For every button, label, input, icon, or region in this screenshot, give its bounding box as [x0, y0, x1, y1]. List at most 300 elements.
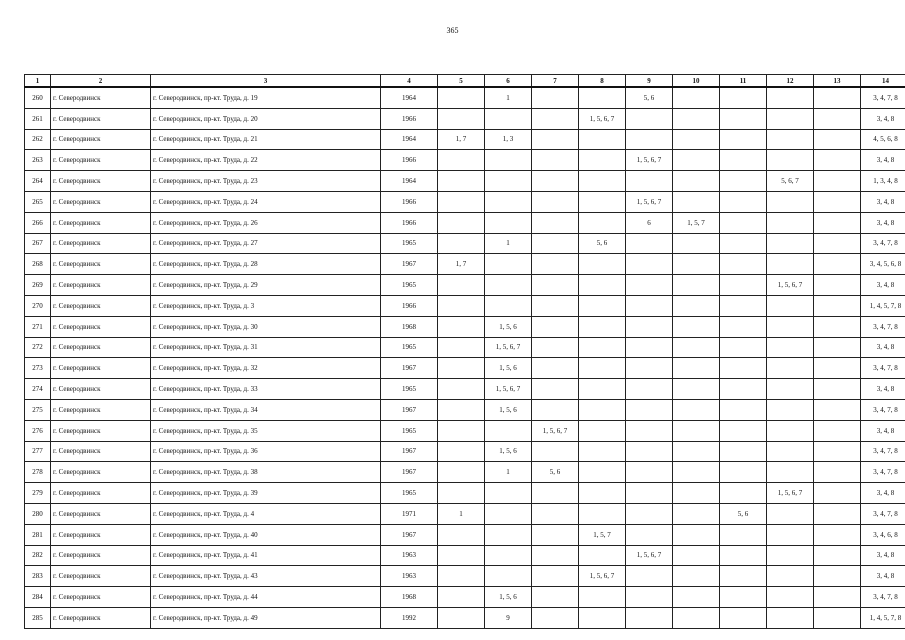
code-cell: [532, 129, 579, 150]
settlement-cell: г. Северодвинск: [51, 379, 151, 400]
address-cell: г. Северодвинск, пр-кт. Труда, д. 4: [151, 503, 381, 524]
address-cell: г. Северодвинск, пр-кт. Труда, д. 41: [151, 545, 381, 566]
table-row: [25, 607, 905, 628]
code-cell: [767, 420, 814, 441]
table-row: [25, 108, 905, 129]
address-cell: г. Северодвинск, пр-кт. Труда, д. 43: [151, 566, 381, 587]
address-cell: г. Северодвинск, пр-кт. Труда, д. 29: [151, 275, 381, 296]
code-cell: [626, 587, 673, 608]
row-number-cell: 262: [25, 129, 51, 150]
code-cell: [626, 462, 673, 483]
settlement-cell: г. Северодвинск: [51, 566, 151, 587]
code-cell: [720, 337, 767, 358]
code-cell: 1, 5, 6: [485, 441, 532, 462]
address-cell: г. Северодвинск, пр-кт. Труда, д. 19: [151, 87, 381, 108]
code-cell: [438, 399, 485, 420]
code-cell: 4, 5, 6, 8: [861, 129, 905, 150]
code-cell: 1, 5, 6, 7: [626, 150, 673, 171]
code-cell: [532, 524, 579, 545]
code-cell: [579, 379, 626, 400]
code-cell: [814, 150, 861, 171]
address-cell: г. Северодвинск, пр-кт. Труда, д. 27: [151, 233, 381, 254]
header-row: [25, 75, 905, 88]
settlement-cell: г. Северодвинск: [51, 503, 151, 524]
table-row: [25, 233, 905, 254]
column-header: 2: [51, 75, 151, 88]
address-cell: г. Северодвинск, пр-кт. Труда, д. 44: [151, 587, 381, 608]
code-cell: [532, 545, 579, 566]
row-number-cell: 269: [25, 275, 51, 296]
code-cell: [767, 545, 814, 566]
code-cell: 3, 4, 7, 8: [861, 462, 905, 483]
code-cell: 3, 4, 7, 8: [861, 358, 905, 379]
code-cell: [579, 483, 626, 504]
table-row: [25, 337, 905, 358]
construction-year-cell: 1964: [381, 87, 438, 108]
code-cell: 1, 7: [438, 254, 485, 275]
settlement-cell: г. Северодвинск: [51, 212, 151, 233]
code-cell: 1, 5, 6, 7: [626, 545, 673, 566]
address-cell: г. Северодвинск, пр-кт. Труда, д. 21: [151, 129, 381, 150]
code-cell: [767, 587, 814, 608]
code-cell: [485, 566, 532, 587]
code-cell: [673, 129, 720, 150]
address-cell: г. Северодвинск, пр-кт. Труда, д. 33: [151, 379, 381, 400]
code-cell: [626, 503, 673, 524]
code-cell: 5, 6: [532, 462, 579, 483]
code-cell: [814, 108, 861, 129]
code-cell: [626, 108, 673, 129]
code-cell: 5, 6: [720, 503, 767, 524]
code-cell: [532, 233, 579, 254]
code-cell: [720, 587, 767, 608]
code-cell: [767, 316, 814, 337]
row-number-cell: 270: [25, 295, 51, 316]
code-cell: [814, 524, 861, 545]
code-cell: [626, 358, 673, 379]
code-cell: 1, 5, 6: [485, 316, 532, 337]
code-cell: [814, 254, 861, 275]
address-cell: г. Северодвинск, пр-кт. Труда, д. 36: [151, 441, 381, 462]
table-row: [25, 87, 905, 108]
code-cell: [767, 108, 814, 129]
construction-year-cell: 1967: [381, 524, 438, 545]
address-cell: г. Северодвинск, пр-кт. Труда, д. 40: [151, 524, 381, 545]
code-cell: [673, 503, 720, 524]
code-cell: 5, 6: [626, 87, 673, 108]
construction-year-cell: 1967: [381, 254, 438, 275]
column-header: 9: [626, 75, 673, 88]
code-cell: [438, 295, 485, 316]
code-cell: 1, 5, 7: [579, 524, 626, 545]
construction-year-cell: 1966: [381, 108, 438, 129]
column-header: 8: [579, 75, 626, 88]
code-cell: [720, 566, 767, 587]
construction-year-cell: 1967: [381, 358, 438, 379]
code-cell: 3, 4, 8: [861, 545, 905, 566]
address-cell: г. Северодвинск, пр-кт. Труда, д. 49: [151, 607, 381, 628]
row-number-cell: 260: [25, 87, 51, 108]
code-cell: [814, 295, 861, 316]
code-cell: [626, 483, 673, 504]
code-cell: [485, 275, 532, 296]
code-cell: 1, 5, 6: [485, 399, 532, 420]
code-cell: [814, 503, 861, 524]
code-cell: 1, 5, 6, 7: [767, 483, 814, 504]
address-cell: г. Северодвинск, пр-кт. Труда, д. 39: [151, 483, 381, 504]
row-number-cell: 266: [25, 212, 51, 233]
construction-year-cell: 1992: [381, 607, 438, 628]
code-cell: [673, 316, 720, 337]
code-cell: [720, 483, 767, 504]
code-cell: [814, 358, 861, 379]
column-header: 13: [814, 75, 861, 88]
row-number-cell: 275: [25, 399, 51, 420]
code-cell: [438, 566, 485, 587]
code-cell: [438, 233, 485, 254]
code-cell: [720, 171, 767, 192]
code-cell: [673, 295, 720, 316]
code-cell: [673, 150, 720, 171]
code-cell: [626, 379, 673, 400]
code-cell: [532, 441, 579, 462]
code-cell: [532, 337, 579, 358]
code-cell: [720, 108, 767, 129]
row-number-cell: 265: [25, 191, 51, 212]
code-cell: [814, 607, 861, 628]
code-cell: [720, 358, 767, 379]
settlement-cell: г. Северодвинск: [51, 295, 151, 316]
code-cell: 3, 4, 8: [861, 212, 905, 233]
row-number-cell: 283: [25, 566, 51, 587]
table-row: [25, 358, 905, 379]
construction-year-cell: 1965: [381, 420, 438, 441]
code-cell: [626, 275, 673, 296]
code-cell: [626, 420, 673, 441]
address-cell: г. Северодвинск, пр-кт. Труда, д. 3: [151, 295, 381, 316]
row-number-cell: 284: [25, 587, 51, 608]
code-cell: [532, 379, 579, 400]
settlement-cell: г. Северодвинск: [51, 358, 151, 379]
code-cell: [767, 129, 814, 150]
code-cell: [532, 191, 579, 212]
code-cell: 1, 4, 5, 7, 8: [861, 607, 905, 628]
code-cell: [673, 545, 720, 566]
code-cell: 1, 5, 7: [673, 212, 720, 233]
address-cell: г. Северодвинск, пр-кт. Труда, д. 20: [151, 108, 381, 129]
code-cell: [485, 420, 532, 441]
code-cell: [814, 191, 861, 212]
code-cell: [485, 171, 532, 192]
code-cell: [532, 316, 579, 337]
code-cell: [626, 441, 673, 462]
code-cell: [814, 545, 861, 566]
code-cell: 3, 4, 7, 8: [861, 441, 905, 462]
settlement-cell: г. Северодвинск: [51, 108, 151, 129]
code-cell: [532, 587, 579, 608]
code-cell: [767, 566, 814, 587]
code-cell: [532, 87, 579, 108]
code-cell: [438, 524, 485, 545]
code-cell: [532, 483, 579, 504]
code-cell: [532, 607, 579, 628]
code-cell: [579, 254, 626, 275]
construction-year-cell: 1965: [381, 233, 438, 254]
code-cell: [579, 462, 626, 483]
code-cell: [532, 171, 579, 192]
code-cell: [767, 233, 814, 254]
code-cell: [814, 275, 861, 296]
code-cell: [485, 150, 532, 171]
address-cell: г. Северодвинск, пр-кт. Труда, д. 24: [151, 191, 381, 212]
column-header: 14: [861, 75, 905, 88]
code-cell: 3, 4, 8: [861, 275, 905, 296]
column-header: 3: [151, 75, 381, 88]
settlement-cell: г. Северодвинск: [51, 399, 151, 420]
construction-year-cell: 1967: [381, 462, 438, 483]
code-cell: [720, 87, 767, 108]
construction-year-cell: 1966: [381, 150, 438, 171]
code-cell: 3, 4, 7, 8: [861, 316, 905, 337]
code-cell: 1, 5, 6, 7: [532, 420, 579, 441]
code-cell: 5, 6: [579, 233, 626, 254]
code-cell: [579, 337, 626, 358]
code-cell: [673, 524, 720, 545]
address-cell: г. Северодвинск, пр-кт. Труда, д. 22: [151, 150, 381, 171]
code-cell: [438, 545, 485, 566]
code-cell: [673, 462, 720, 483]
code-cell: [579, 87, 626, 108]
code-cell: [579, 545, 626, 566]
code-cell: 3, 4, 7, 8: [861, 399, 905, 420]
row-number-cell: 273: [25, 358, 51, 379]
code-cell: [814, 212, 861, 233]
code-cell: [626, 171, 673, 192]
code-cell: [438, 420, 485, 441]
code-cell: [673, 379, 720, 400]
code-cell: 6: [626, 212, 673, 233]
code-cell: [767, 462, 814, 483]
row-number-cell: 280: [25, 503, 51, 524]
code-cell: 3, 4, 7, 8: [861, 587, 905, 608]
code-cell: [814, 587, 861, 608]
code-cell: 1, 5, 6, 7: [767, 275, 814, 296]
construction-year-cell: 1965: [381, 483, 438, 504]
code-cell: [579, 503, 626, 524]
column-header: 12: [767, 75, 814, 88]
code-cell: [720, 150, 767, 171]
code-cell: [673, 358, 720, 379]
code-cell: [720, 191, 767, 212]
code-cell: [579, 587, 626, 608]
code-cell: [532, 358, 579, 379]
code-cell: 1, 3: [485, 129, 532, 150]
table-row: [25, 462, 905, 483]
code-cell: [579, 212, 626, 233]
code-cell: [438, 191, 485, 212]
code-cell: [814, 87, 861, 108]
address-cell: г. Северодвинск, пр-кт. Труда, д. 31: [151, 337, 381, 358]
code-cell: 1, 5, 6: [485, 358, 532, 379]
code-cell: [485, 295, 532, 316]
code-cell: [438, 587, 485, 608]
code-cell: [673, 233, 720, 254]
code-cell: [532, 566, 579, 587]
settlement-cell: г. Северодвинск: [51, 462, 151, 483]
code-cell: 3, 4, 5, 6, 8: [861, 254, 905, 275]
construction-year-cell: 1964: [381, 171, 438, 192]
code-cell: [485, 503, 532, 524]
code-cell: [767, 212, 814, 233]
code-cell: [579, 129, 626, 150]
code-cell: [673, 399, 720, 420]
row-number-cell: 282: [25, 545, 51, 566]
code-cell: [579, 275, 626, 296]
register-table: [24, 74, 905, 629]
address-cell: г. Северодвинск, пр-кт. Труда, д. 30: [151, 316, 381, 337]
code-cell: [579, 420, 626, 441]
table-body: [25, 87, 905, 628]
construction-year-cell: 1964: [381, 129, 438, 150]
code-cell: [626, 129, 673, 150]
code-cell: 1: [485, 233, 532, 254]
settlement-cell: г. Северодвинск: [51, 441, 151, 462]
code-cell: [720, 129, 767, 150]
code-cell: [579, 441, 626, 462]
code-cell: 1, 5, 6, 7: [485, 337, 532, 358]
code-cell: 3, 4, 8: [861, 483, 905, 504]
code-cell: [767, 358, 814, 379]
address-cell: г. Северодвинск, пр-кт. Труда, д. 28: [151, 254, 381, 275]
code-cell: [438, 150, 485, 171]
code-cell: [626, 233, 673, 254]
code-cell: [673, 441, 720, 462]
code-cell: [673, 420, 720, 441]
code-cell: [673, 483, 720, 504]
table-row: [25, 483, 905, 504]
code-cell: 1, 5, 6, 7: [485, 379, 532, 400]
settlement-cell: г. Северодвинск: [51, 275, 151, 296]
table-row: [25, 399, 905, 420]
page-number: 365: [446, 26, 459, 35]
address-cell: г. Северодвинск, пр-кт. Труда, д. 32: [151, 358, 381, 379]
code-cell: [767, 150, 814, 171]
code-cell: [720, 441, 767, 462]
code-cell: [814, 483, 861, 504]
address-cell: г. Северодвинск, пр-кт. Труда, д. 35: [151, 420, 381, 441]
table-row: [25, 129, 905, 150]
code-cell: 9: [485, 607, 532, 628]
code-cell: 3, 4, 6, 8: [861, 524, 905, 545]
construction-year-cell: 1965: [381, 275, 438, 296]
code-cell: [720, 254, 767, 275]
code-cell: [579, 399, 626, 420]
code-cell: [814, 316, 861, 337]
table-row: [25, 566, 905, 587]
settlement-cell: г. Северодвинск: [51, 171, 151, 192]
code-cell: [438, 87, 485, 108]
code-cell: [720, 545, 767, 566]
row-number-cell: 264: [25, 171, 51, 192]
code-cell: 3, 4, 8: [861, 420, 905, 441]
table-row: [25, 275, 905, 296]
code-cell: [532, 399, 579, 420]
row-number-cell: 268: [25, 254, 51, 275]
code-cell: [532, 108, 579, 129]
code-cell: 3, 4, 8: [861, 108, 905, 129]
code-cell: [626, 316, 673, 337]
code-cell: [673, 337, 720, 358]
row-number-cell: 278: [25, 462, 51, 483]
row-number-cell: 272: [25, 337, 51, 358]
settlement-cell: г. Северодвинск: [51, 420, 151, 441]
settlement-cell: г. Северодвинск: [51, 87, 151, 108]
code-cell: [814, 233, 861, 254]
code-cell: [626, 295, 673, 316]
code-cell: [814, 129, 861, 150]
address-cell: г. Северодвинск, пр-кт. Труда, д. 38: [151, 462, 381, 483]
settlement-cell: г. Северодвинск: [51, 316, 151, 337]
code-cell: [720, 462, 767, 483]
code-cell: [767, 254, 814, 275]
code-cell: 1, 5, 6, 7: [626, 191, 673, 212]
code-cell: 1, 3, 4, 8: [861, 171, 905, 192]
code-cell: [720, 295, 767, 316]
code-cell: [532, 254, 579, 275]
settlement-cell: г. Северодвинск: [51, 129, 151, 150]
construction-year-cell: 1971: [381, 503, 438, 524]
code-cell: [673, 275, 720, 296]
code-cell: 1, 7: [438, 129, 485, 150]
row-number-cell: 271: [25, 316, 51, 337]
code-cell: [814, 337, 861, 358]
code-cell: [438, 441, 485, 462]
code-cell: [767, 337, 814, 358]
code-cell: [767, 191, 814, 212]
row-number-cell: 263: [25, 150, 51, 171]
code-cell: 1: [485, 87, 532, 108]
table-row: [25, 212, 905, 233]
code-cell: [438, 462, 485, 483]
code-cell: [720, 607, 767, 628]
code-cell: [626, 399, 673, 420]
code-cell: [673, 108, 720, 129]
code-cell: [767, 87, 814, 108]
construction-year-cell: 1967: [381, 399, 438, 420]
code-cell: [626, 566, 673, 587]
code-cell: [720, 212, 767, 233]
code-cell: [673, 171, 720, 192]
code-cell: [767, 295, 814, 316]
settlement-cell: г. Северодвинск: [51, 337, 151, 358]
code-cell: [438, 358, 485, 379]
code-cell: [767, 524, 814, 545]
code-cell: 1, 5, 6, 7: [579, 108, 626, 129]
code-cell: [485, 524, 532, 545]
code-cell: [673, 87, 720, 108]
code-cell: [579, 316, 626, 337]
code-cell: [438, 171, 485, 192]
column-header: 7: [532, 75, 579, 88]
settlement-cell: г. Северодвинск: [51, 524, 151, 545]
code-cell: [673, 607, 720, 628]
code-cell: [532, 275, 579, 296]
code-cell: [485, 108, 532, 129]
settlement-cell: г. Северодвинск: [51, 587, 151, 608]
code-cell: [485, 545, 532, 566]
code-cell: [532, 503, 579, 524]
settlement-cell: г. Северодвинск: [51, 607, 151, 628]
